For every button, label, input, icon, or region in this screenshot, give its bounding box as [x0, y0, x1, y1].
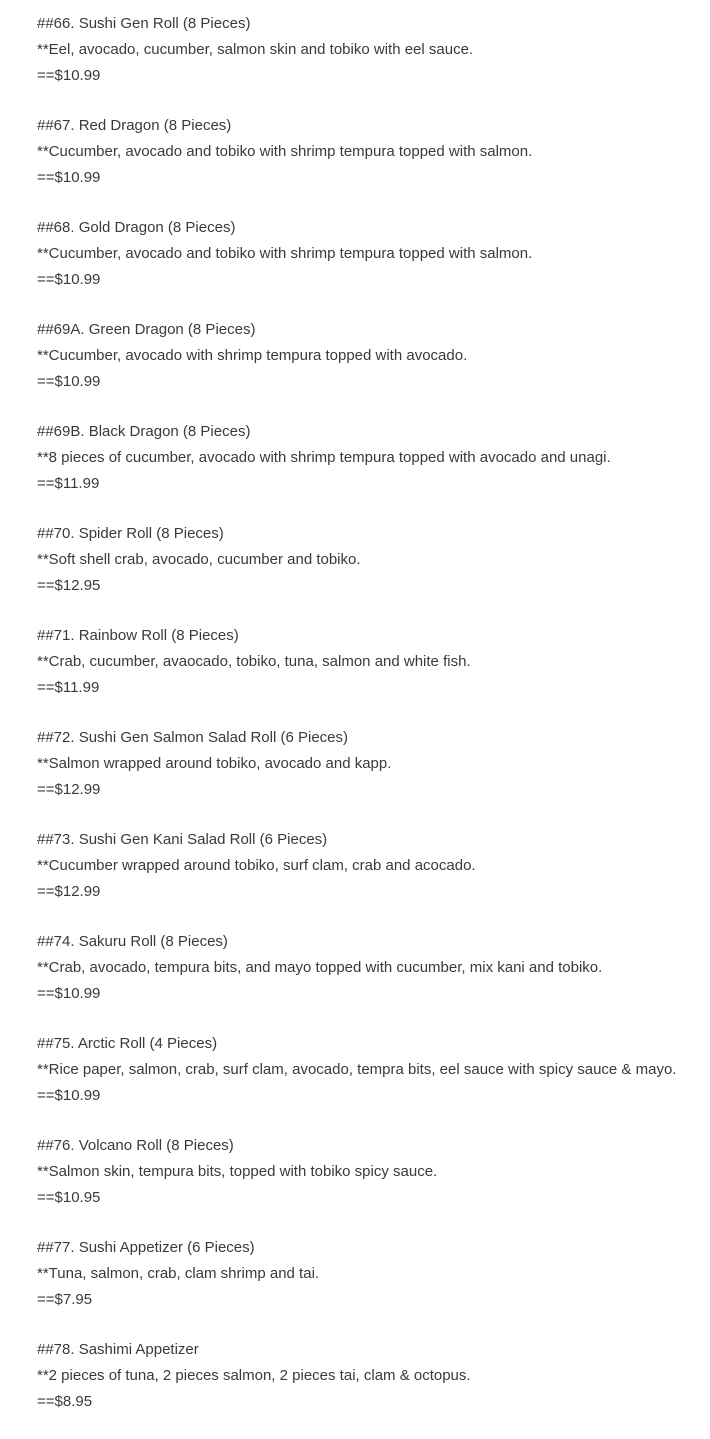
menu-item [37, 827, 690, 929]
item-description: **Cucumber, avocado with shrimp tempura topped with avocado. [37, 347, 468, 364]
menu-item [37, 215, 690, 317]
item-price: ==$10.99 [37, 271, 101, 288]
item-price: ==$7.95 [37, 1291, 93, 1308]
menu-item [37, 1031, 690, 1133]
menu-item [37, 623, 690, 725]
menu-item [37, 1337, 690, 1439]
item-description: **Cucumber, avocado and tobiko with shrimp tempura topped with salmon. [37, 245, 533, 262]
item-title: ##69A. Green Dragon (8 Pieces) [37, 321, 256, 338]
item-description: **2 pieces of tuna, 2 pieces salmon, 2 pieces tai, clam & octopus. [37, 1367, 471, 1384]
item-price: ==$12.99 [37, 883, 101, 900]
item-price: ==$10.99 [37, 169, 101, 186]
item-description: **Crab, avocado, tempura bits, and mayo topped with cucumber, mix kani and tobiko. [37, 959, 603, 976]
item-title: ##68. Gold Dragon (8 Pieces) [37, 219, 236, 236]
item-description: **Eel, avocado, cucumber, salmon skin and tobiko with eel sauce. [37, 41, 474, 58]
item-price: ==$8.95 [37, 1393, 93, 1410]
item-price: ==$10.99 [37, 373, 101, 390]
item-description: **Crab, cucumber, avaocado, tobiko, tuna, salmon and white fish. [37, 653, 471, 670]
item-title: ##77. Sushi Appetizer (6 Pieces) [37, 1239, 255, 1256]
item-title: ##74. Sakuru Roll (8 Pieces) [37, 933, 228, 950]
item-price: ==$10.95 [37, 1189, 101, 1206]
item-description: **Tuna, salmon, crab, clam shrimp and tai. [37, 1265, 320, 1282]
item-title: ##69B. Black Dragon (8 Pieces) [37, 423, 251, 440]
item-title: ##66. Sushi Gen Roll (8 Pieces) [37, 15, 251, 32]
item-title: ##76. Volcano Roll (8 Pieces) [37, 1137, 234, 1154]
item-description: **Rice paper, salmon, crab, surf clam, avocado, tempra bits, eel sauce with spicy sauce & mayo. [37, 1061, 677, 1078]
menu-item [37, 11, 690, 113]
item-description: **Cucumber wrapped around tobiko, surf clam, crab and acocado. [37, 857, 476, 874]
item-price: ==$10.99 [37, 985, 101, 1002]
item-description: **8 pieces of cucumber, avocado with shrimp tempura topped with avocado and unagi. [37, 449, 611, 466]
item-title: ##70. Spider Roll (8 Pieces) [37, 525, 224, 542]
item-price: ==$11.99 [37, 679, 100, 696]
item-price: ==$11.99 [37, 475, 100, 492]
item-description: **Salmon skin, tempura bits, topped with tobiko spicy sauce. [37, 1163, 438, 1180]
item-price: ==$12.99 [37, 781, 101, 798]
item-title: ##71. Rainbow Roll (8 Pieces) [37, 627, 239, 644]
menu-item [37, 1235, 690, 1337]
item-title: ##67. Red Dragon (8 Pieces) [37, 117, 232, 134]
item-description: **Salmon wrapped around tobiko, avocado and kapp. [37, 755, 392, 772]
item-title: ##73. Sushi Gen Kani Salad Roll (6 Pieces) [37, 831, 328, 848]
item-title: ##72. Sushi Gen Salmon Salad Roll (6 Pieces) [37, 729, 349, 746]
item-price: ==$12.95 [37, 577, 101, 594]
menu-item [37, 929, 690, 1031]
item-price: ==$10.99 [37, 1087, 101, 1104]
item-price: ==$10.99 [37, 67, 101, 84]
menu-item [37, 521, 690, 623]
menu-item [37, 725, 690, 827]
item-description: **Cucumber, avocado and tobiko with shrimp tempura topped with salmon. [37, 143, 533, 160]
item-description: **Soft shell crab, avocado, cucumber and tobiko. [37, 551, 361, 568]
item-title: ##78. Sashimi Appetizer [37, 1341, 199, 1358]
item-title: ##75. Arctic Roll (4 Pieces) [37, 1035, 218, 1052]
menu-item [37, 1133, 690, 1235]
menu-item [37, 317, 690, 419]
menu-item [37, 419, 690, 521]
menu-item [37, 113, 690, 215]
